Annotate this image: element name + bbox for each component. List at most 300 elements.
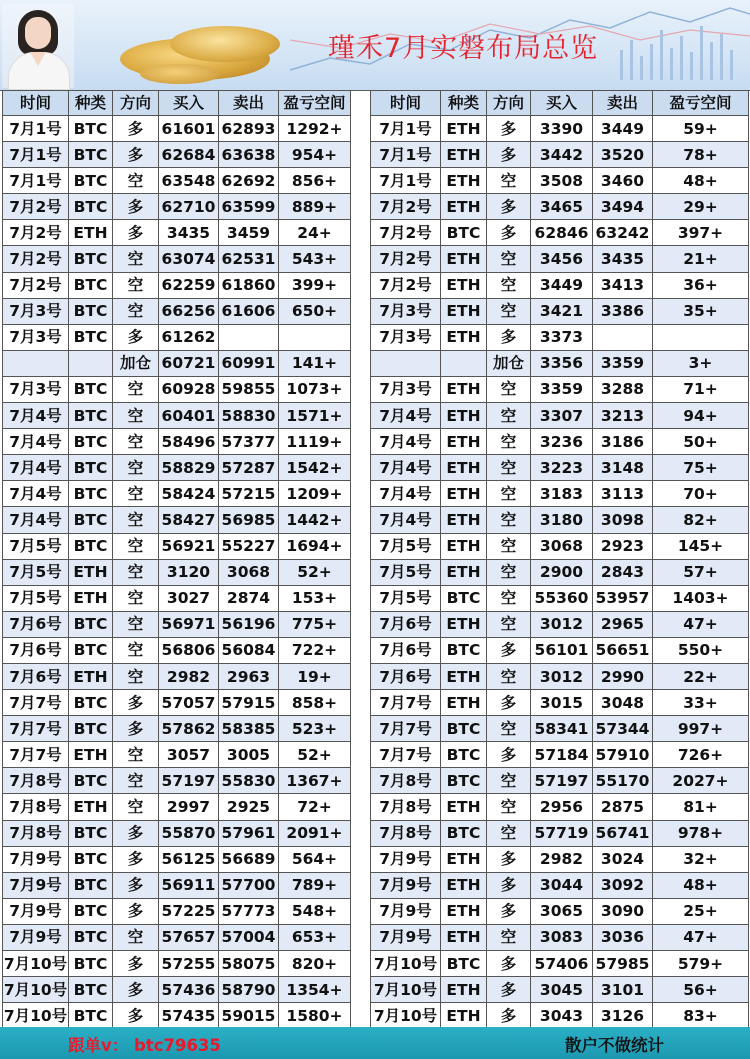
table-cell: 3068: [219, 559, 279, 585]
table-cell: 3421: [531, 298, 593, 324]
table-cell: 63242: [593, 220, 653, 246]
table-cell: 3508: [531, 168, 593, 194]
table-cell: 多: [487, 872, 531, 898]
table-cell: 1209+: [279, 481, 351, 507]
table-cell: ETH: [69, 742, 113, 768]
table-cell: 7月1号: [3, 116, 69, 142]
table-cell: 2982: [159, 663, 219, 689]
table-cell: 63074: [159, 246, 219, 272]
table-cell: 78+: [653, 142, 749, 168]
table-cell: 7月2号: [3, 220, 69, 246]
table-cell: 7月5号: [3, 585, 69, 611]
table-cell: 7月5号: [371, 533, 441, 559]
table-cell: 空: [487, 376, 531, 402]
table-cell: 7月6号: [3, 637, 69, 663]
table-row: [3, 768, 749, 794]
table-cell: 7月7号: [371, 690, 441, 716]
table-cell: 多: [487, 846, 531, 872]
table-cell: 3036: [593, 924, 653, 950]
table-row: [3, 794, 749, 820]
table-cell: 7月2号: [3, 246, 69, 272]
table-cell: 19+: [279, 663, 351, 689]
column-header: 时间: [3, 91, 69, 116]
table-cell: 55830: [219, 768, 279, 794]
bitcoin-coins-image: [110, 18, 290, 88]
table-cell: 56196: [219, 611, 279, 637]
table-cell: 57004: [219, 924, 279, 950]
table-cell: 7月7号: [371, 716, 441, 742]
column-separator: [351, 898, 371, 924]
table-cell: ETH: [441, 872, 487, 898]
column-separator: [351, 507, 371, 533]
table-cell: 3012: [531, 611, 593, 637]
table-row: [3, 246, 749, 272]
table-cell: 2982: [531, 846, 593, 872]
table-cell: 多: [113, 977, 159, 1003]
column-separator: [351, 116, 371, 142]
table-cell: 722+: [279, 637, 351, 663]
table-cell: BTC: [69, 611, 113, 637]
table-cell: BTC: [69, 116, 113, 142]
table-cell: ETH: [441, 1003, 487, 1029]
table-row: [3, 559, 749, 585]
table-cell: ETH: [441, 246, 487, 272]
table-cell: 7月9号: [3, 898, 69, 924]
table-cell: 多: [113, 820, 159, 846]
table-cell: 59+: [653, 116, 749, 142]
table-cell: BTC: [69, 481, 113, 507]
table-cell: 1073+: [279, 376, 351, 402]
table-cell: 57657: [159, 924, 219, 950]
table-cell: 56911: [159, 872, 219, 898]
table-cell: 59015: [219, 1003, 279, 1029]
table-cell: 2874: [219, 585, 279, 611]
table-cell: BTC: [69, 690, 113, 716]
table-row: [3, 742, 749, 768]
table-cell: 7月5号: [371, 585, 441, 611]
table-cell: ETH: [69, 663, 113, 689]
table-cell: 7月3号: [371, 324, 441, 350]
table-cell: ETH: [441, 298, 487, 324]
table-cell: 3373: [531, 324, 593, 350]
table-cell: ETH: [69, 585, 113, 611]
table-cell: 58427: [159, 507, 219, 533]
table-cell: 多: [487, 742, 531, 768]
column-separator: [351, 168, 371, 194]
table-cell: 3435: [159, 220, 219, 246]
table-cell: 空: [487, 716, 531, 742]
table-cell: 3413: [593, 272, 653, 298]
table-cell: ETH: [441, 168, 487, 194]
table-cell: 62846: [531, 220, 593, 246]
column-header: 时间: [371, 91, 441, 116]
table-cell: 3183: [531, 481, 593, 507]
table-cell: 3449: [593, 116, 653, 142]
table-cell: 多: [487, 977, 531, 1003]
table-cell: 7月4号: [3, 455, 69, 481]
table-cell: 7月4号: [371, 507, 441, 533]
table-cell: 57773: [219, 898, 279, 924]
table-cell: 3098: [593, 507, 653, 533]
table-cell: 35+: [653, 298, 749, 324]
table-cell: 空: [487, 507, 531, 533]
table-cell: BTC: [69, 403, 113, 429]
table-cell: BTC: [69, 820, 113, 846]
table-row: [3, 611, 749, 637]
column-separator: [351, 429, 371, 455]
table-cell: 空: [113, 246, 159, 272]
table-cell: 多: [487, 194, 531, 220]
table-cell: BTC: [69, 716, 113, 742]
table-cell: 7月10号: [371, 1003, 441, 1029]
table-cell: 7月7号: [3, 742, 69, 768]
table-cell: 7月9号: [371, 846, 441, 872]
table-row: [3, 350, 749, 376]
table-cell: BTC: [441, 585, 487, 611]
table-cell: 21+: [653, 246, 749, 272]
table-cell: 2997: [159, 794, 219, 820]
table-cell: 空: [487, 272, 531, 298]
header-banner: [0, 0, 750, 91]
table-cell: 55170: [593, 768, 653, 794]
table-cell: 多: [113, 220, 159, 246]
table-cell: 多: [113, 324, 159, 350]
table-row: [3, 690, 749, 716]
table-cell: 954+: [279, 142, 351, 168]
table-cell: 399+: [279, 272, 351, 298]
table-cell: ETH: [441, 977, 487, 1003]
table-cell: 3236: [531, 429, 593, 455]
table-cell: 2091+: [279, 820, 351, 846]
table-cell: 7月7号: [3, 716, 69, 742]
table-cell: 52+: [279, 559, 351, 585]
column-header: 种类: [441, 91, 487, 116]
table-cell: 72+: [279, 794, 351, 820]
table-row: [3, 272, 749, 298]
table-cell: BTC: [441, 768, 487, 794]
column-separator: [351, 924, 371, 950]
table-cell: 579+: [653, 951, 749, 977]
table-cell: 多: [113, 690, 159, 716]
table-cell: 1542+: [279, 455, 351, 481]
table-row: [3, 220, 749, 246]
column-header: 种类: [69, 91, 113, 116]
table-cell: 加仓: [487, 350, 531, 376]
table-cell: 3012: [531, 663, 593, 689]
note-text: 散户不做统计: [565, 1036, 664, 1055]
table-cell: 7月10号: [3, 977, 69, 1003]
table-cell: 145+: [653, 533, 749, 559]
table-cell: 3090: [593, 898, 653, 924]
table-row: [3, 924, 749, 950]
table-cell: 7月3号: [371, 376, 441, 402]
table-cell: 57197: [159, 768, 219, 794]
column-separator: [351, 533, 371, 559]
table-cell: 2923: [593, 533, 653, 559]
table-cell: 58341: [531, 716, 593, 742]
column-separator: [351, 324, 371, 350]
table-cell: 空: [113, 507, 159, 533]
table-cell: 3015: [531, 690, 593, 716]
table-cell: 2925: [219, 794, 279, 820]
table-cell: 56125: [159, 846, 219, 872]
table-cell: 7月3号: [3, 376, 69, 402]
table-cell: 空: [113, 559, 159, 585]
table-cell: 7月1号: [371, 142, 441, 168]
table-cell: 1442+: [279, 507, 351, 533]
column-separator: [351, 559, 371, 585]
table-cell: BTC: [69, 898, 113, 924]
table-cell: 空: [113, 481, 159, 507]
table-cell: 多: [113, 951, 159, 977]
table-cell: 3+: [653, 350, 749, 376]
table-cell: 7月1号: [371, 116, 441, 142]
table-cell: 58496: [159, 429, 219, 455]
table-cell: ETH: [69, 794, 113, 820]
table-cell: 56806: [159, 637, 219, 663]
table-cell: 多: [113, 194, 159, 220]
table-cell: 空: [113, 272, 159, 298]
table-row: [3, 194, 749, 220]
table-row: [3, 481, 749, 507]
table-cell: 57700: [219, 872, 279, 898]
table-cell: 多: [113, 716, 159, 742]
column-separator: [351, 977, 371, 1003]
table-cell: 3459: [219, 220, 279, 246]
table-cell: ETH: [441, 846, 487, 872]
table-cell: 7月8号: [371, 768, 441, 794]
table-cell: 空: [113, 585, 159, 611]
table-cell: 加仓: [113, 350, 159, 376]
table-cell: 57057: [159, 690, 219, 716]
table-cell: 397+: [653, 220, 749, 246]
table-row: [3, 846, 749, 872]
column-separator: [351, 742, 371, 768]
table-cell: 889+: [279, 194, 351, 220]
table-cell: 58830: [219, 403, 279, 429]
table-row: [3, 376, 749, 402]
table-cell: 7月2号: [371, 272, 441, 298]
table-cell: BTC: [69, 507, 113, 533]
column-separator: [351, 1003, 371, 1029]
table-cell: 7月6号: [371, 637, 441, 663]
table-cell: 3024: [593, 846, 653, 872]
table-cell: 7月2号: [371, 194, 441, 220]
table-cell: 52+: [279, 742, 351, 768]
column-header: 盈亏空间: [653, 91, 749, 116]
table-cell: BTC: [69, 324, 113, 350]
table-cell: [441, 350, 487, 376]
table-cell: 153+: [279, 585, 351, 611]
column-separator: [351, 872, 371, 898]
table-cell: 3113: [593, 481, 653, 507]
table-cell: 空: [113, 403, 159, 429]
table-cell: ETH: [69, 220, 113, 246]
column-separator: [351, 820, 371, 846]
table-cell: 7月7号: [3, 690, 69, 716]
column-separator: [351, 768, 371, 794]
table-row: [3, 872, 749, 898]
table-cell: 7月10号: [371, 951, 441, 977]
table-cell: BTC: [441, 637, 487, 663]
table-cell: 57287: [219, 455, 279, 481]
table-cell: 57435: [159, 1003, 219, 1029]
table-cell: 57225: [159, 898, 219, 924]
table-cell: 62893: [219, 116, 279, 142]
table-cell: 2956: [531, 794, 593, 820]
table-cell: 3186: [593, 429, 653, 455]
table-cell: 60721: [159, 350, 219, 376]
table-row: [3, 116, 749, 142]
table-cell: 56971: [159, 611, 219, 637]
table-cell: ETH: [441, 663, 487, 689]
table-cell: 856+: [279, 168, 351, 194]
table-cell: 7月2号: [371, 246, 441, 272]
table-cell: 53957: [593, 585, 653, 611]
table-cell: 82+: [653, 507, 749, 533]
table-cell: 56084: [219, 637, 279, 663]
table-cell: 7月10号: [371, 977, 441, 1003]
table-cell: 3359: [593, 350, 653, 376]
table-cell: 57436: [159, 977, 219, 1003]
table-cell: 空: [487, 298, 531, 324]
table-cell: 多: [113, 1003, 159, 1029]
table-cell: 57+: [653, 559, 749, 585]
table-cell: ETH: [441, 559, 487, 585]
table-cell: 55360: [531, 585, 593, 611]
table-cell: 多: [113, 142, 159, 168]
table-cell: 7月1号: [371, 168, 441, 194]
table-cell: 789+: [279, 872, 351, 898]
table-cell: 56+: [653, 977, 749, 1003]
table-header-row: [3, 91, 749, 116]
table-cell: 57862: [159, 716, 219, 742]
column-separator: [351, 637, 371, 663]
table-cell: 32+: [653, 846, 749, 872]
table-cell: 62259: [159, 272, 219, 298]
table-cell: 29+: [653, 194, 749, 220]
table-row: [3, 820, 749, 846]
table-cell: 3101: [593, 977, 653, 1003]
table-cell: ETH: [69, 559, 113, 585]
column-separator: [351, 220, 371, 246]
table-cell: 3223: [531, 455, 593, 481]
table-cell: 7月9号: [371, 872, 441, 898]
table-cell: 7月9号: [371, 898, 441, 924]
table-cell: 3494: [593, 194, 653, 220]
column-separator: [351, 794, 371, 820]
table-cell: ETH: [441, 481, 487, 507]
table-cell: 3180: [531, 507, 593, 533]
table-cell: 7月2号: [3, 194, 69, 220]
table-cell: 7月5号: [3, 559, 69, 585]
table-cell: ETH: [441, 794, 487, 820]
table-cell: 空: [487, 559, 531, 585]
table-cell: 3065: [531, 898, 593, 924]
table-cell: 57915: [219, 690, 279, 716]
table-cell: 1571+: [279, 403, 351, 429]
table-cell: 7月4号: [371, 403, 441, 429]
table-cell: 7月1号: [3, 168, 69, 194]
table-cell: 7月4号: [371, 429, 441, 455]
table-cell: 3449: [531, 272, 593, 298]
table-cell: 55870: [159, 820, 219, 846]
table-cell: 3120: [159, 559, 219, 585]
table-row: [3, 142, 749, 168]
column-separator: [351, 142, 371, 168]
table-cell: BTC: [69, 951, 113, 977]
table-cell: BTC: [441, 716, 487, 742]
table-cell: 空: [113, 663, 159, 689]
table-cell: 3043: [531, 1003, 593, 1029]
table-cell: ETH: [441, 898, 487, 924]
table-cell: 25+: [653, 898, 749, 924]
column-separator: [351, 585, 371, 611]
table-cell: 57215: [219, 481, 279, 507]
table-cell: 47+: [653, 611, 749, 637]
table-cell: 7月5号: [371, 559, 441, 585]
table-row: [3, 507, 749, 533]
column-separator: [351, 716, 371, 742]
table-cell: 3092: [593, 872, 653, 898]
table-cell: ETH: [441, 533, 487, 559]
table-cell: 多: [487, 898, 531, 924]
table-cell: 24+: [279, 220, 351, 246]
table-cell: 75+: [653, 455, 749, 481]
table-cell: 70+: [653, 481, 749, 507]
table-cell: BTC: [69, 429, 113, 455]
table-cell: BTC: [69, 298, 113, 324]
table-cell: 650+: [279, 298, 351, 324]
table-cell: 858+: [279, 690, 351, 716]
table-cell: [593, 324, 653, 350]
table-cell: 63548: [159, 168, 219, 194]
table-cell: [219, 324, 279, 350]
table-cell: BTC: [69, 846, 113, 872]
table-cell: 多: [487, 116, 531, 142]
table-cell: 94+: [653, 403, 749, 429]
table-cell: 7月9号: [371, 924, 441, 950]
table-cell: 58424: [159, 481, 219, 507]
table-cell: 7月9号: [3, 846, 69, 872]
table-cell: BTC: [69, 376, 113, 402]
table-cell: 空: [113, 924, 159, 950]
table-cell: BTC: [69, 768, 113, 794]
table-cell: 3465: [531, 194, 593, 220]
table-cell: 3288: [593, 376, 653, 402]
table-cell: 7月3号: [3, 324, 69, 350]
table-cell: 56689: [219, 846, 279, 872]
table-cell: 63638: [219, 142, 279, 168]
table-cell: 7月8号: [371, 820, 441, 846]
column-separator: [351, 246, 371, 272]
table-cell: 3068: [531, 533, 593, 559]
table-cell: 7月4号: [3, 507, 69, 533]
column-separator: [351, 403, 371, 429]
avatar: [2, 4, 74, 88]
table-cell: 7月8号: [3, 768, 69, 794]
table-cell: 2843: [593, 559, 653, 585]
table-cell: 空: [487, 533, 531, 559]
column-separator: [351, 376, 371, 402]
table-cell: 57910: [593, 742, 653, 768]
table-cell: 56741: [593, 820, 653, 846]
column-separator: [351, 663, 371, 689]
table-cell: 空: [487, 820, 531, 846]
table-cell: 7月8号: [3, 820, 69, 846]
table-cell: 60991: [219, 350, 279, 376]
table-cell: 空: [113, 637, 159, 663]
